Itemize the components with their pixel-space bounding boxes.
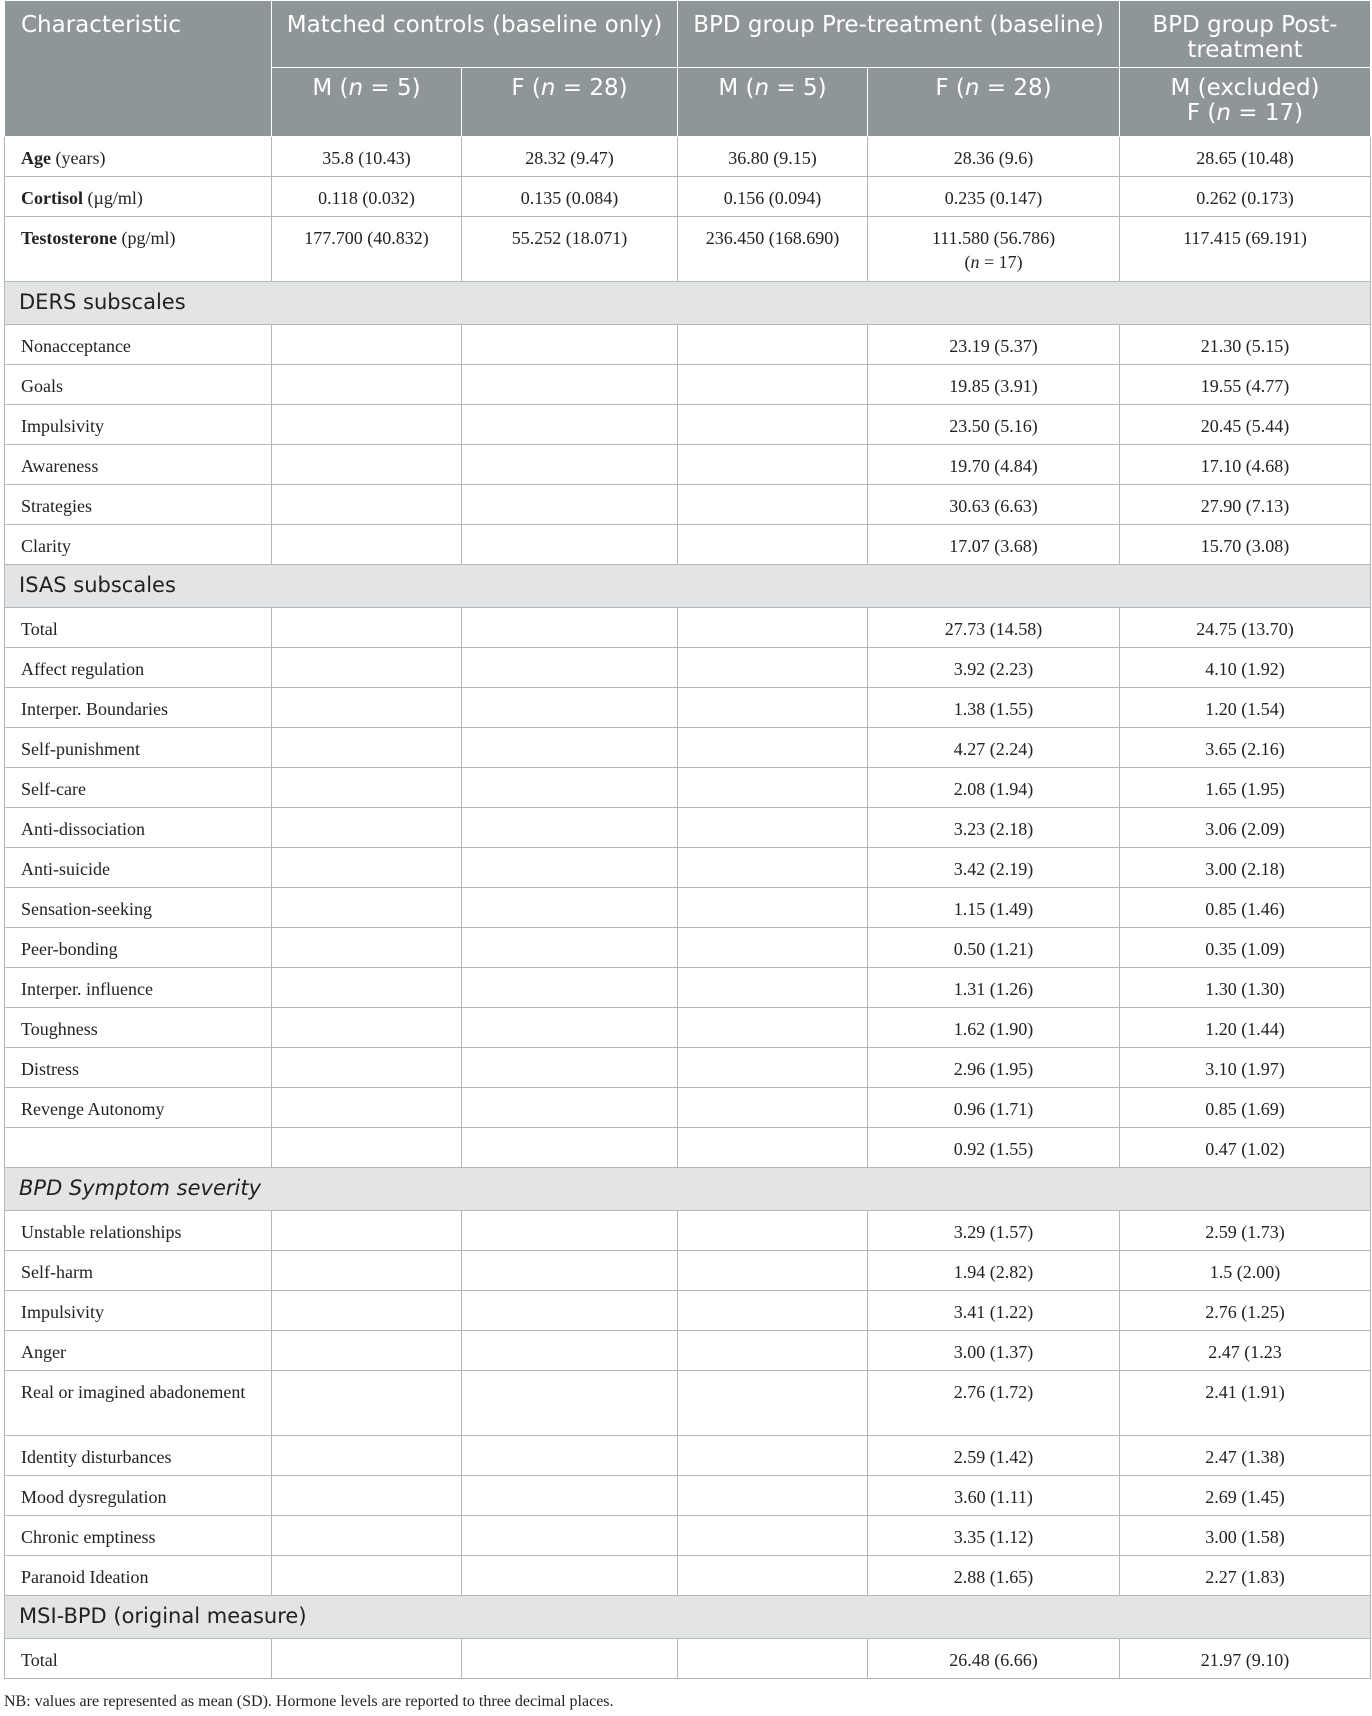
cell-empty: [462, 1088, 678, 1128]
cell-post: 1.20 (1.44): [1120, 1008, 1371, 1048]
cell-empty: [462, 1476, 678, 1516]
cell-post: 3.00 (2.18): [1120, 848, 1371, 888]
cell-pre: 3.00 (1.37): [868, 1331, 1120, 1371]
cell-empty: [272, 445, 462, 485]
cell-empty: [462, 1556, 678, 1596]
cell-empty: [272, 1476, 462, 1516]
row-label: Peer-bonding: [5, 928, 272, 968]
row-label: Unstable relationships: [5, 1211, 272, 1251]
cell-empty: [462, 1251, 678, 1291]
cell-empty: [678, 688, 868, 728]
cell-empty: [272, 1291, 462, 1331]
cell: 0.135 (0.084): [462, 177, 678, 217]
cell-empty: [272, 1211, 462, 1251]
row-label: Revenge Autonomy: [5, 1088, 272, 1128]
cell-empty: [272, 768, 462, 808]
table-row: [5, 137, 1371, 177]
cell-pre: 3.35 (1.12): [868, 1516, 1120, 1556]
row-label: Self-punishment: [5, 728, 272, 768]
section-header-ders: DERS subscales: [5, 282, 1371, 325]
cell-pre: 2.76 (1.72): [868, 1371, 1120, 1436]
cell-empty: [462, 928, 678, 968]
cell-post: 1.20 (1.54): [1120, 688, 1371, 728]
table-row: [5, 608, 1371, 648]
section-header-bpd: BPD Symptom severity: [5, 1168, 1371, 1211]
cell-empty: [678, 1128, 868, 1168]
cell-pre: 3.60 (1.11): [868, 1476, 1120, 1516]
row-label: Chronic emptiness: [5, 1516, 272, 1556]
cell-post: 17.10 (4.68): [1120, 445, 1371, 485]
cell-empty: [678, 1516, 868, 1556]
cell-empty: [462, 1516, 678, 1556]
table-row: [5, 365, 1371, 405]
cell-empty: [462, 405, 678, 445]
table-row: [5, 1476, 1371, 1516]
cell-empty: [462, 1128, 678, 1168]
cell: 0.262 (0.173): [1120, 177, 1371, 217]
header-bpd-pre: BPD group Pre-treatment (baseline): [678, 1, 1120, 68]
cell-post: 20.45 (5.44): [1120, 405, 1371, 445]
cell-empty: [678, 1251, 868, 1291]
cell-post: 4.10 (1.92): [1120, 648, 1371, 688]
section-header-isas: ISAS subscales: [5, 565, 1371, 608]
table-row: [5, 177, 1371, 217]
cell-empty: [462, 1436, 678, 1476]
row-label: Distress: [5, 1048, 272, 1088]
cell-post: 19.55 (4.77): [1120, 365, 1371, 405]
table-row: [5, 1211, 1371, 1251]
cell-empty: [462, 608, 678, 648]
row-label: Total: [5, 608, 272, 648]
cell: 35.8 (10.43): [272, 137, 462, 177]
cell-empty: [272, 325, 462, 365]
table-row: [5, 485, 1371, 525]
cell-empty: [678, 888, 868, 928]
cell-pre: 3.41 (1.22): [868, 1291, 1120, 1331]
row-label: Real or imagined abadonement: [5, 1371, 272, 1436]
cell-pre: 3.29 (1.57): [868, 1211, 1120, 1251]
cell-empty: [678, 485, 868, 525]
table-row: [5, 1008, 1371, 1048]
results-table: [4, 0, 1371, 1679]
cell-empty: [272, 485, 462, 525]
row-label: Self-harm: [5, 1251, 272, 1291]
cell-post: 2.76 (1.25): [1120, 1291, 1371, 1331]
cell-empty: [272, 928, 462, 968]
header-matched-controls: Matched controls (baseline only): [272, 1, 678, 68]
row-label: Anger: [5, 1331, 272, 1371]
cell-empty: [462, 768, 678, 808]
cell-empty: [678, 808, 868, 848]
cell-empty: [272, 1556, 462, 1596]
header-controls-f: F (n = 28): [462, 68, 678, 137]
cell-pre: 2.59 (1.42): [868, 1436, 1120, 1476]
cell-pre: 19.70 (4.84): [868, 445, 1120, 485]
footnote: NB: values are represented as mean (SD). Hormone levels are reported to three decimal places.: [4, 1693, 614, 1710]
cell-post: 0.85 (1.69): [1120, 1088, 1371, 1128]
row-label: Anti-dissociation: [5, 808, 272, 848]
table-row: [5, 325, 1371, 365]
row-label: Strategies: [5, 485, 272, 525]
table-row: [5, 1331, 1371, 1371]
cell: 0.156 (0.094): [678, 177, 868, 217]
row-label: [5, 1128, 272, 1168]
cell-pre: 1.15 (1.49): [868, 888, 1120, 928]
cell-empty: [462, 648, 678, 688]
row-label: Identity disturbances: [5, 1436, 272, 1476]
cell: 0.118 (0.032): [272, 177, 462, 217]
table-row: [5, 1371, 1371, 1436]
cell-pre: 1.94 (2.82): [868, 1251, 1120, 1291]
cell-pre: 3.42 (2.19): [868, 848, 1120, 888]
cell-empty: [462, 688, 678, 728]
cell-empty: [272, 688, 462, 728]
cell-pre: 23.19 (5.37): [868, 325, 1120, 365]
table-row: [5, 1291, 1371, 1331]
cell-pre: 2.08 (1.94): [868, 768, 1120, 808]
cell-empty: [272, 1128, 462, 1168]
cell-post: 2.47 (1.38): [1120, 1436, 1371, 1476]
cell-empty: [272, 1516, 462, 1556]
cell: 236.450 (168.690): [678, 217, 868, 282]
table-row: [5, 688, 1371, 728]
row-label: Interper. influence: [5, 968, 272, 1008]
row-label: Toughness: [5, 1008, 272, 1048]
row-label: Nonacceptance: [5, 325, 272, 365]
cell-empty: [678, 1331, 868, 1371]
header-pre-m: M (n = 5): [678, 68, 868, 137]
cell-empty: [272, 405, 462, 445]
table-row: [5, 405, 1371, 445]
table-row: [5, 445, 1371, 485]
table-row: [5, 1556, 1371, 1596]
cell-pre: 2.96 (1.95): [868, 1048, 1120, 1088]
row-label: Total: [5, 1639, 272, 1679]
row-label: Self-care: [5, 768, 272, 808]
cell-empty: [678, 1371, 868, 1436]
cell: 28.36 (9.6): [868, 137, 1120, 177]
cell-empty: [462, 1048, 678, 1088]
cell-empty: [678, 1008, 868, 1048]
row-label: Goals: [5, 365, 272, 405]
cell-empty: [678, 1088, 868, 1128]
table-row: [5, 768, 1371, 808]
cell-pre: 3.92 (2.23): [868, 648, 1120, 688]
cell: 0.235 (0.147): [868, 177, 1120, 217]
cell-pre: 0.96 (1.71): [868, 1088, 1120, 1128]
cell-pre: 3.23 (2.18): [868, 808, 1120, 848]
cell: 177.700 (40.832): [272, 217, 462, 282]
cell-post: 21.97 (9.10): [1120, 1639, 1371, 1679]
row-label: Awareness: [5, 445, 272, 485]
row-label: Interper. Boundaries: [5, 688, 272, 728]
row-label: Sensation-seeking: [5, 888, 272, 928]
cell-empty: [272, 1331, 462, 1371]
cell-pre: 2.88 (1.65): [868, 1556, 1120, 1596]
row-label: Cortisol (µg/ml): [5, 177, 272, 217]
table-row: [5, 525, 1371, 565]
cell-pre: 19.85 (3.91): [868, 365, 1120, 405]
cell-post: 15.70 (3.08): [1120, 525, 1371, 565]
cell-empty: [462, 1211, 678, 1251]
cell-empty: [462, 325, 678, 365]
cell-post: 3.65 (2.16): [1120, 728, 1371, 768]
table-row: [5, 1088, 1371, 1128]
cell-empty: [678, 968, 868, 1008]
cell: 117.415 (69.191): [1120, 217, 1371, 282]
cell-empty: [272, 648, 462, 688]
table-row: [5, 1436, 1371, 1476]
cell-empty: [678, 1211, 868, 1251]
cell-empty: [462, 525, 678, 565]
row-label: Clarity: [5, 525, 272, 565]
row-label: Affect regulation: [5, 648, 272, 688]
cell-post: 3.06 (2.09): [1120, 808, 1371, 848]
header-controls-m: M (n = 5): [272, 68, 462, 137]
cell-empty: [678, 525, 868, 565]
table-row: [5, 648, 1371, 688]
cell-post: 1.30 (1.30): [1120, 968, 1371, 1008]
cell-pre: 1.38 (1.55): [868, 688, 1120, 728]
cell-pre: 0.92 (1.55): [868, 1128, 1120, 1168]
table-row: [5, 888, 1371, 928]
cell-empty: [678, 325, 868, 365]
cell: 36.80 (9.15): [678, 137, 868, 177]
section-header-msi: MSI-BPD (original measure): [5, 1596, 1371, 1639]
cell-empty: [678, 1291, 868, 1331]
cell-pre: 4.27 (2.24): [868, 728, 1120, 768]
cell-empty: [462, 1371, 678, 1436]
cell-post: 3.00 (1.58): [1120, 1516, 1371, 1556]
row-label: Impulsivity: [5, 405, 272, 445]
cell-post: 24.75 (13.70): [1120, 608, 1371, 648]
cell-empty: [272, 608, 462, 648]
row-label: Age (years): [5, 137, 272, 177]
cell-empty: [272, 365, 462, 405]
cell-post: 0.85 (1.46): [1120, 888, 1371, 928]
cell-empty: [272, 1436, 462, 1476]
cell-empty: [462, 1331, 678, 1371]
cell-empty: [462, 848, 678, 888]
cell-empty: [462, 1291, 678, 1331]
cell-post: 21.30 (5.15): [1120, 325, 1371, 365]
cell-empty: [462, 445, 678, 485]
cell-empty: [678, 608, 868, 648]
table-row: [5, 968, 1371, 1008]
cell-empty: [272, 848, 462, 888]
table-row: [5, 728, 1371, 768]
cell-empty: [462, 1008, 678, 1048]
cell-post: 2.47 (1.23: [1120, 1331, 1371, 1371]
cell-pre: 27.73 (14.58): [868, 608, 1120, 648]
cell: 28.65 (10.48): [1120, 137, 1371, 177]
table-row: [5, 1639, 1371, 1679]
cell-empty: [272, 1251, 462, 1291]
cell-post: 2.41 (1.91): [1120, 1371, 1371, 1436]
cell-post: 3.10 (1.97): [1120, 1048, 1371, 1088]
table-row: [5, 808, 1371, 848]
cell-post: 27.90 (7.13): [1120, 485, 1371, 525]
header-characteristic: Characteristic: [5, 1, 272, 137]
cell-empty: [272, 728, 462, 768]
cell-empty: [678, 768, 868, 808]
table-row: [5, 217, 1371, 282]
cell-empty: [678, 1476, 868, 1516]
cell-empty: [462, 1639, 678, 1679]
cell-empty: [462, 728, 678, 768]
cell-empty: [462, 485, 678, 525]
cell-pre: 23.50 (5.16): [868, 405, 1120, 445]
header-pre-f: F (n = 28): [868, 68, 1120, 137]
table-row: [5, 1128, 1371, 1168]
cell-empty: [272, 1371, 462, 1436]
cell-empty: [272, 525, 462, 565]
cell: 28.32 (9.47): [462, 137, 678, 177]
cell-post: 2.69 (1.45): [1120, 1476, 1371, 1516]
cell-pre: 17.07 (3.68): [868, 525, 1120, 565]
table-row: [5, 1048, 1371, 1088]
cell-post: 0.47 (1.02): [1120, 1128, 1371, 1168]
cell-empty: [678, 1639, 868, 1679]
cell-post: 2.59 (1.73): [1120, 1211, 1371, 1251]
cell-post: 0.35 (1.09): [1120, 928, 1371, 968]
cell-post: 1.5 (2.00): [1120, 1251, 1371, 1291]
cell-pre: 26.48 (6.66): [868, 1639, 1120, 1679]
cell-empty: [272, 888, 462, 928]
table-row: [5, 928, 1371, 968]
table-row: [5, 1516, 1371, 1556]
cell-empty: [272, 808, 462, 848]
cell-empty: [272, 1088, 462, 1128]
cell-empty: [678, 1556, 868, 1596]
cell-empty: [678, 1436, 868, 1476]
row-label: Anti-suicide: [5, 848, 272, 888]
cell-empty: [272, 968, 462, 1008]
cell-empty: [678, 365, 868, 405]
cell-pre: 30.63 (6.63): [868, 485, 1120, 525]
row-label: Paranoid Ideation: [5, 1556, 272, 1596]
cell-post: 1.65 (1.95): [1120, 768, 1371, 808]
cell-empty: [462, 968, 678, 1008]
cell-pre: 1.31 (1.26): [868, 968, 1120, 1008]
cell-empty: [678, 648, 868, 688]
cell-empty: [678, 728, 868, 768]
cell-empty: [272, 1048, 462, 1088]
cell-empty: [678, 848, 868, 888]
table-row: [5, 1251, 1371, 1291]
cell-empty: [678, 405, 868, 445]
header-bpd-post: BPD group Post-treatment: [1120, 1, 1371, 68]
cell-empty: [462, 365, 678, 405]
row-label: Mood dysregulation: [5, 1476, 272, 1516]
cell-pre: 1.62 (1.90): [868, 1008, 1120, 1048]
header-post-mf: M (excluded) F (n = 17): [1120, 68, 1371, 137]
cell: 111.580 (56.786) (n = 17): [868, 217, 1120, 282]
cell: 55.252 (18.071): [462, 217, 678, 282]
cell-empty: [678, 928, 868, 968]
cell-empty: [272, 1639, 462, 1679]
cell-empty: [272, 1008, 462, 1048]
cell-empty: [678, 445, 868, 485]
row-label: Testosterone (pg/ml): [5, 217, 272, 282]
table-row: [5, 848, 1371, 888]
cell-empty: [462, 808, 678, 848]
cell-pre: 0.50 (1.21): [868, 928, 1120, 968]
cell-post: 2.27 (1.83): [1120, 1556, 1371, 1596]
cell-empty: [678, 1048, 868, 1088]
cell-empty: [462, 888, 678, 928]
row-label: Impulsivity: [5, 1291, 272, 1331]
